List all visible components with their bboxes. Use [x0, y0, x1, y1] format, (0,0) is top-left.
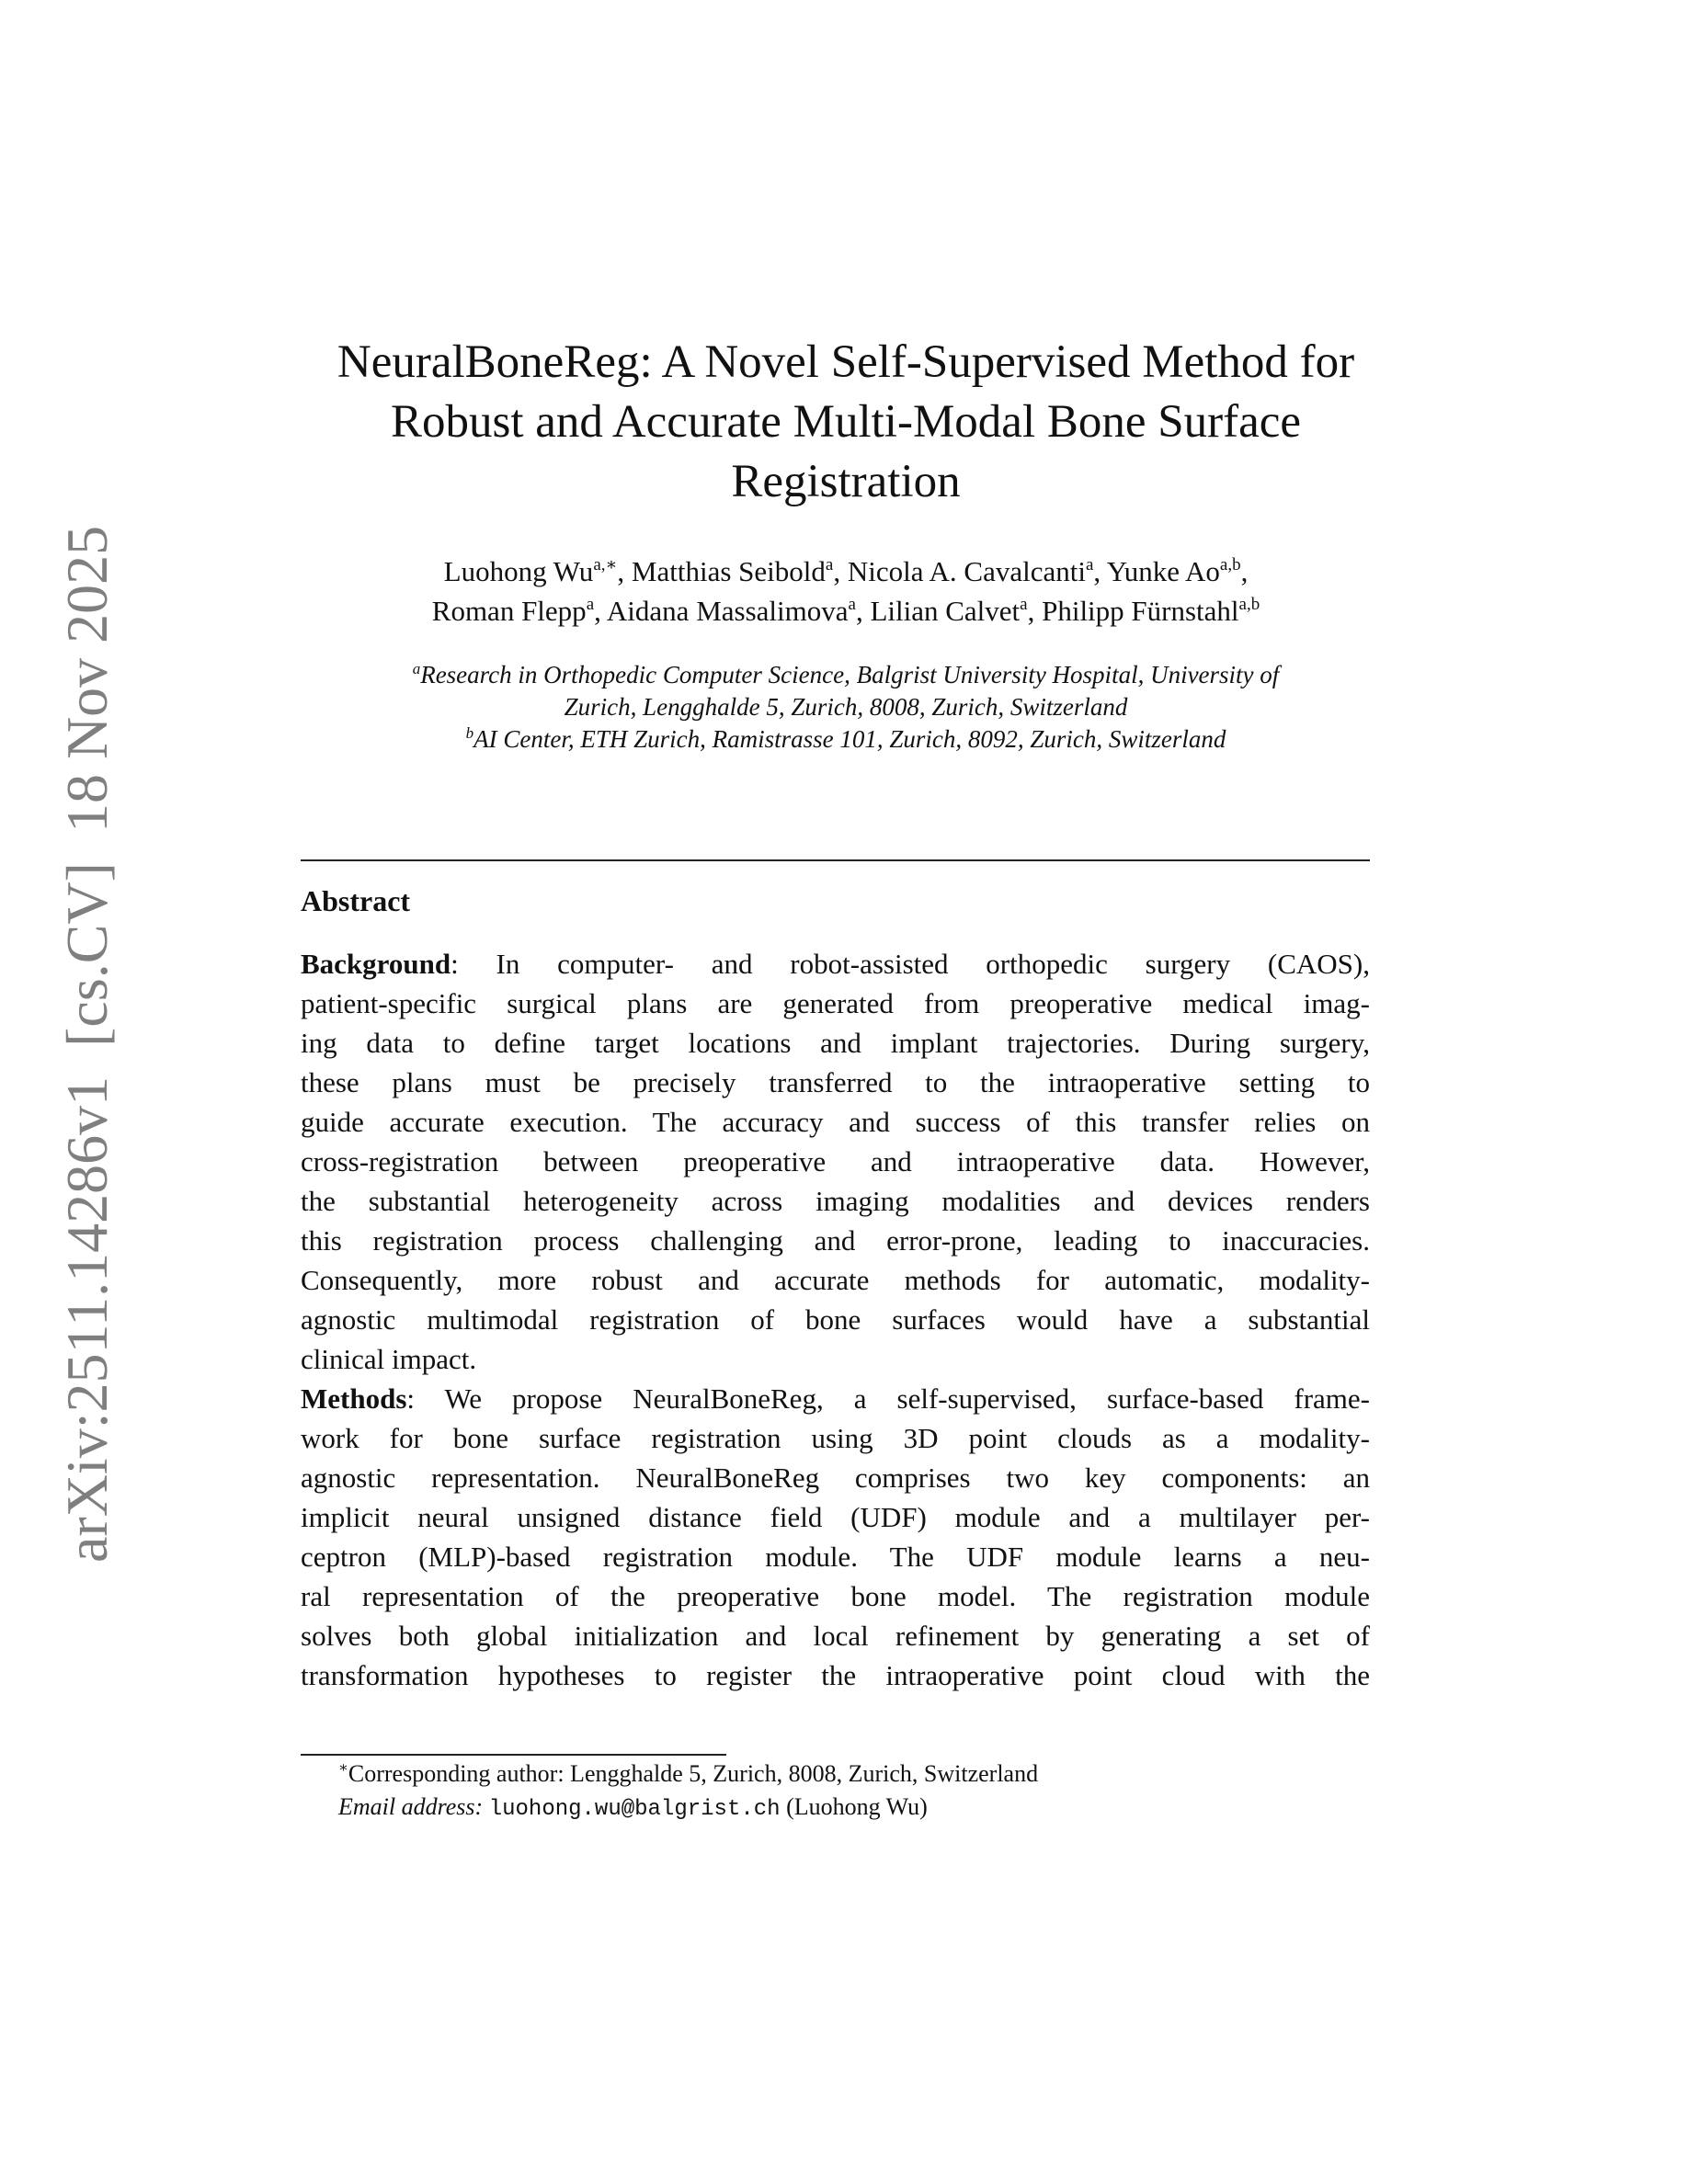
author-line: Roman Flepp$^a$, Aidana Massalimova$^a$, Lilian Calvet$^a$, Philipp Fürnstahl$^{a,b}$ [431, 595, 1260, 627]
text-line: guide accurate execution. The accuracy and success of this transfer relies on [301, 1106, 1370, 1138]
affiliation-mark: a [412, 660, 421, 677]
text-span: : In computer- and robot-assisted orthopedic surgery (CAOS), [451, 948, 1370, 980]
text-line: Consequently, more robust and accurate methods for automatic, modality- [301, 1264, 1370, 1296]
text-line: work for bone surface registration using 3D point clouds as a modality- [301, 1422, 1370, 1454]
footnote-divider [301, 1754, 726, 1756]
text-line: agnostic representation. NeuralBoneReg comprises two key components: an [301, 1462, 1370, 1494]
author-name: Aidana Massalimova [606, 595, 849, 627]
footnote-text: Corresponding author: Lengghalde 5, Zurich, 8008, Zurich, Switzerland [348, 1760, 1039, 1787]
email-link[interactable]: luohong.wu@balgrist.ch [488, 1797, 781, 1822]
author-name: Roman Flepp [431, 595, 587, 627]
affiliation-mark: b [465, 724, 474, 742]
title-line: Registration [731, 456, 961, 507]
text-line [301, 944, 1370, 984]
text-line: ral representation of the preoperative bone model. The registration module [301, 1580, 1370, 1612]
author-affiliation-mark: a [825, 555, 834, 574]
methods-label: Methods [301, 1382, 407, 1415]
paper-title [303, 333, 1388, 512]
email-footnote [338, 1791, 1038, 1826]
footnotes [338, 1757, 1038, 1826]
abstract-heading: Abstract [301, 884, 411, 917]
text-line: the substantial heterogeneity across imaging modalities and devices renders [301, 1185, 1370, 1217]
affiliation-text: AI Center, ETH Zurich, Ramistrasse 101, Zurich, 8092, Zurich, Switzerland [473, 725, 1226, 753]
author-name: Lilian Calvet [870, 595, 1021, 627]
corresponding-author-footnote [338, 1757, 1038, 1791]
affiliation-text: Research in Orthopedic Computer Science, Balgrist University Hospital, University of [420, 661, 1280, 688]
abstract-body [301, 944, 1370, 1695]
text-line: patient-specific surgical plans are generated from preoperative medical imag- [301, 987, 1370, 1019]
author-affiliation-mark: a [848, 595, 856, 614]
author-line: Luohong $Wu^{a,∗}$, Matthias Seibold$^a$, Nicola A. Cavalcanti$^a$, Yunke Ao$^{a,b}$, [443, 555, 1249, 587]
arxiv-identifier-stamp: arXiv:2511.14286v1 [cs.CV] 18 Nov 2025 [54, 525, 120, 1563]
author-name: Yunke Ao [1106, 555, 1220, 587]
author-name: Luohong Wu [443, 555, 594, 587]
affiliation-b [303, 723, 1388, 756]
text-line: implicit neural unsigned distance field (UDF) module and a multilayer per- [301, 1501, 1370, 1533]
affiliations [303, 659, 1388, 756]
title-line: Robust and Accurate Multi-Modal Bone Surface [390, 396, 1302, 448]
author-name: Philipp Fürnstahl [1042, 595, 1239, 627]
text-line: this registration process challenging and error-prone, leading to inaccuracies. [301, 1224, 1370, 1257]
text-line: ceptron (MLP)-based registration module. The UDF module learns a neu- [301, 1541, 1370, 1573]
title-line: NeuralBoneReg: A Novel Self-Supervised Method for [336, 336, 1355, 388]
email-label: Email address: [338, 1793, 484, 1820]
background-label: Background [301, 948, 451, 980]
text-line: transformation hypotheses to register the intraoperative point cloud with the [301, 1659, 1370, 1691]
email-owner: (Luohong Wu) [786, 1793, 928, 1820]
text-line: ing data to define target locations and implant trajectories. During surgery, [301, 1027, 1370, 1059]
footnote-mark: ∗ [338, 1760, 348, 1776]
author-affiliation-mark: a,∗ [593, 555, 618, 574]
author-affiliation-mark: a [1085, 555, 1094, 574]
text-line: solves both global initialization and local refinement by generating a set of [301, 1620, 1370, 1652]
author-affiliation-mark: a,b [1219, 555, 1241, 574]
text-line: these plans must be precisely transferred to the intraoperative setting to [301, 1066, 1370, 1098]
author-affiliation-mark: a [586, 595, 595, 614]
affiliation-a-cont: Zurich, Lengghalde 5, Zurich, 8008, Zurich, Switzerland [564, 693, 1128, 721]
affiliation-a [303, 659, 1388, 691]
author-name: Nicola A. Cavalcanti [847, 555, 1086, 587]
text-line: clinical impact. [301, 1343, 477, 1375]
header-divider [301, 859, 1370, 861]
text-span: : We propose NeuralBoneReg, a self-supervised, surface-based frame- [406, 1382, 1370, 1415]
text-line: agnostic multimodal registration of bone surfaces would have a substantial [301, 1303, 1370, 1336]
author-list [303, 552, 1388, 631]
text-line: cross-registration between preoperative and intraoperative data. However, [301, 1145, 1370, 1177]
author-name: Matthias Seibold [631, 555, 826, 587]
author-affiliation-mark: a,b [1238, 595, 1260, 614]
author-affiliation-mark: a [1020, 595, 1028, 614]
text-line [301, 1379, 1370, 1418]
